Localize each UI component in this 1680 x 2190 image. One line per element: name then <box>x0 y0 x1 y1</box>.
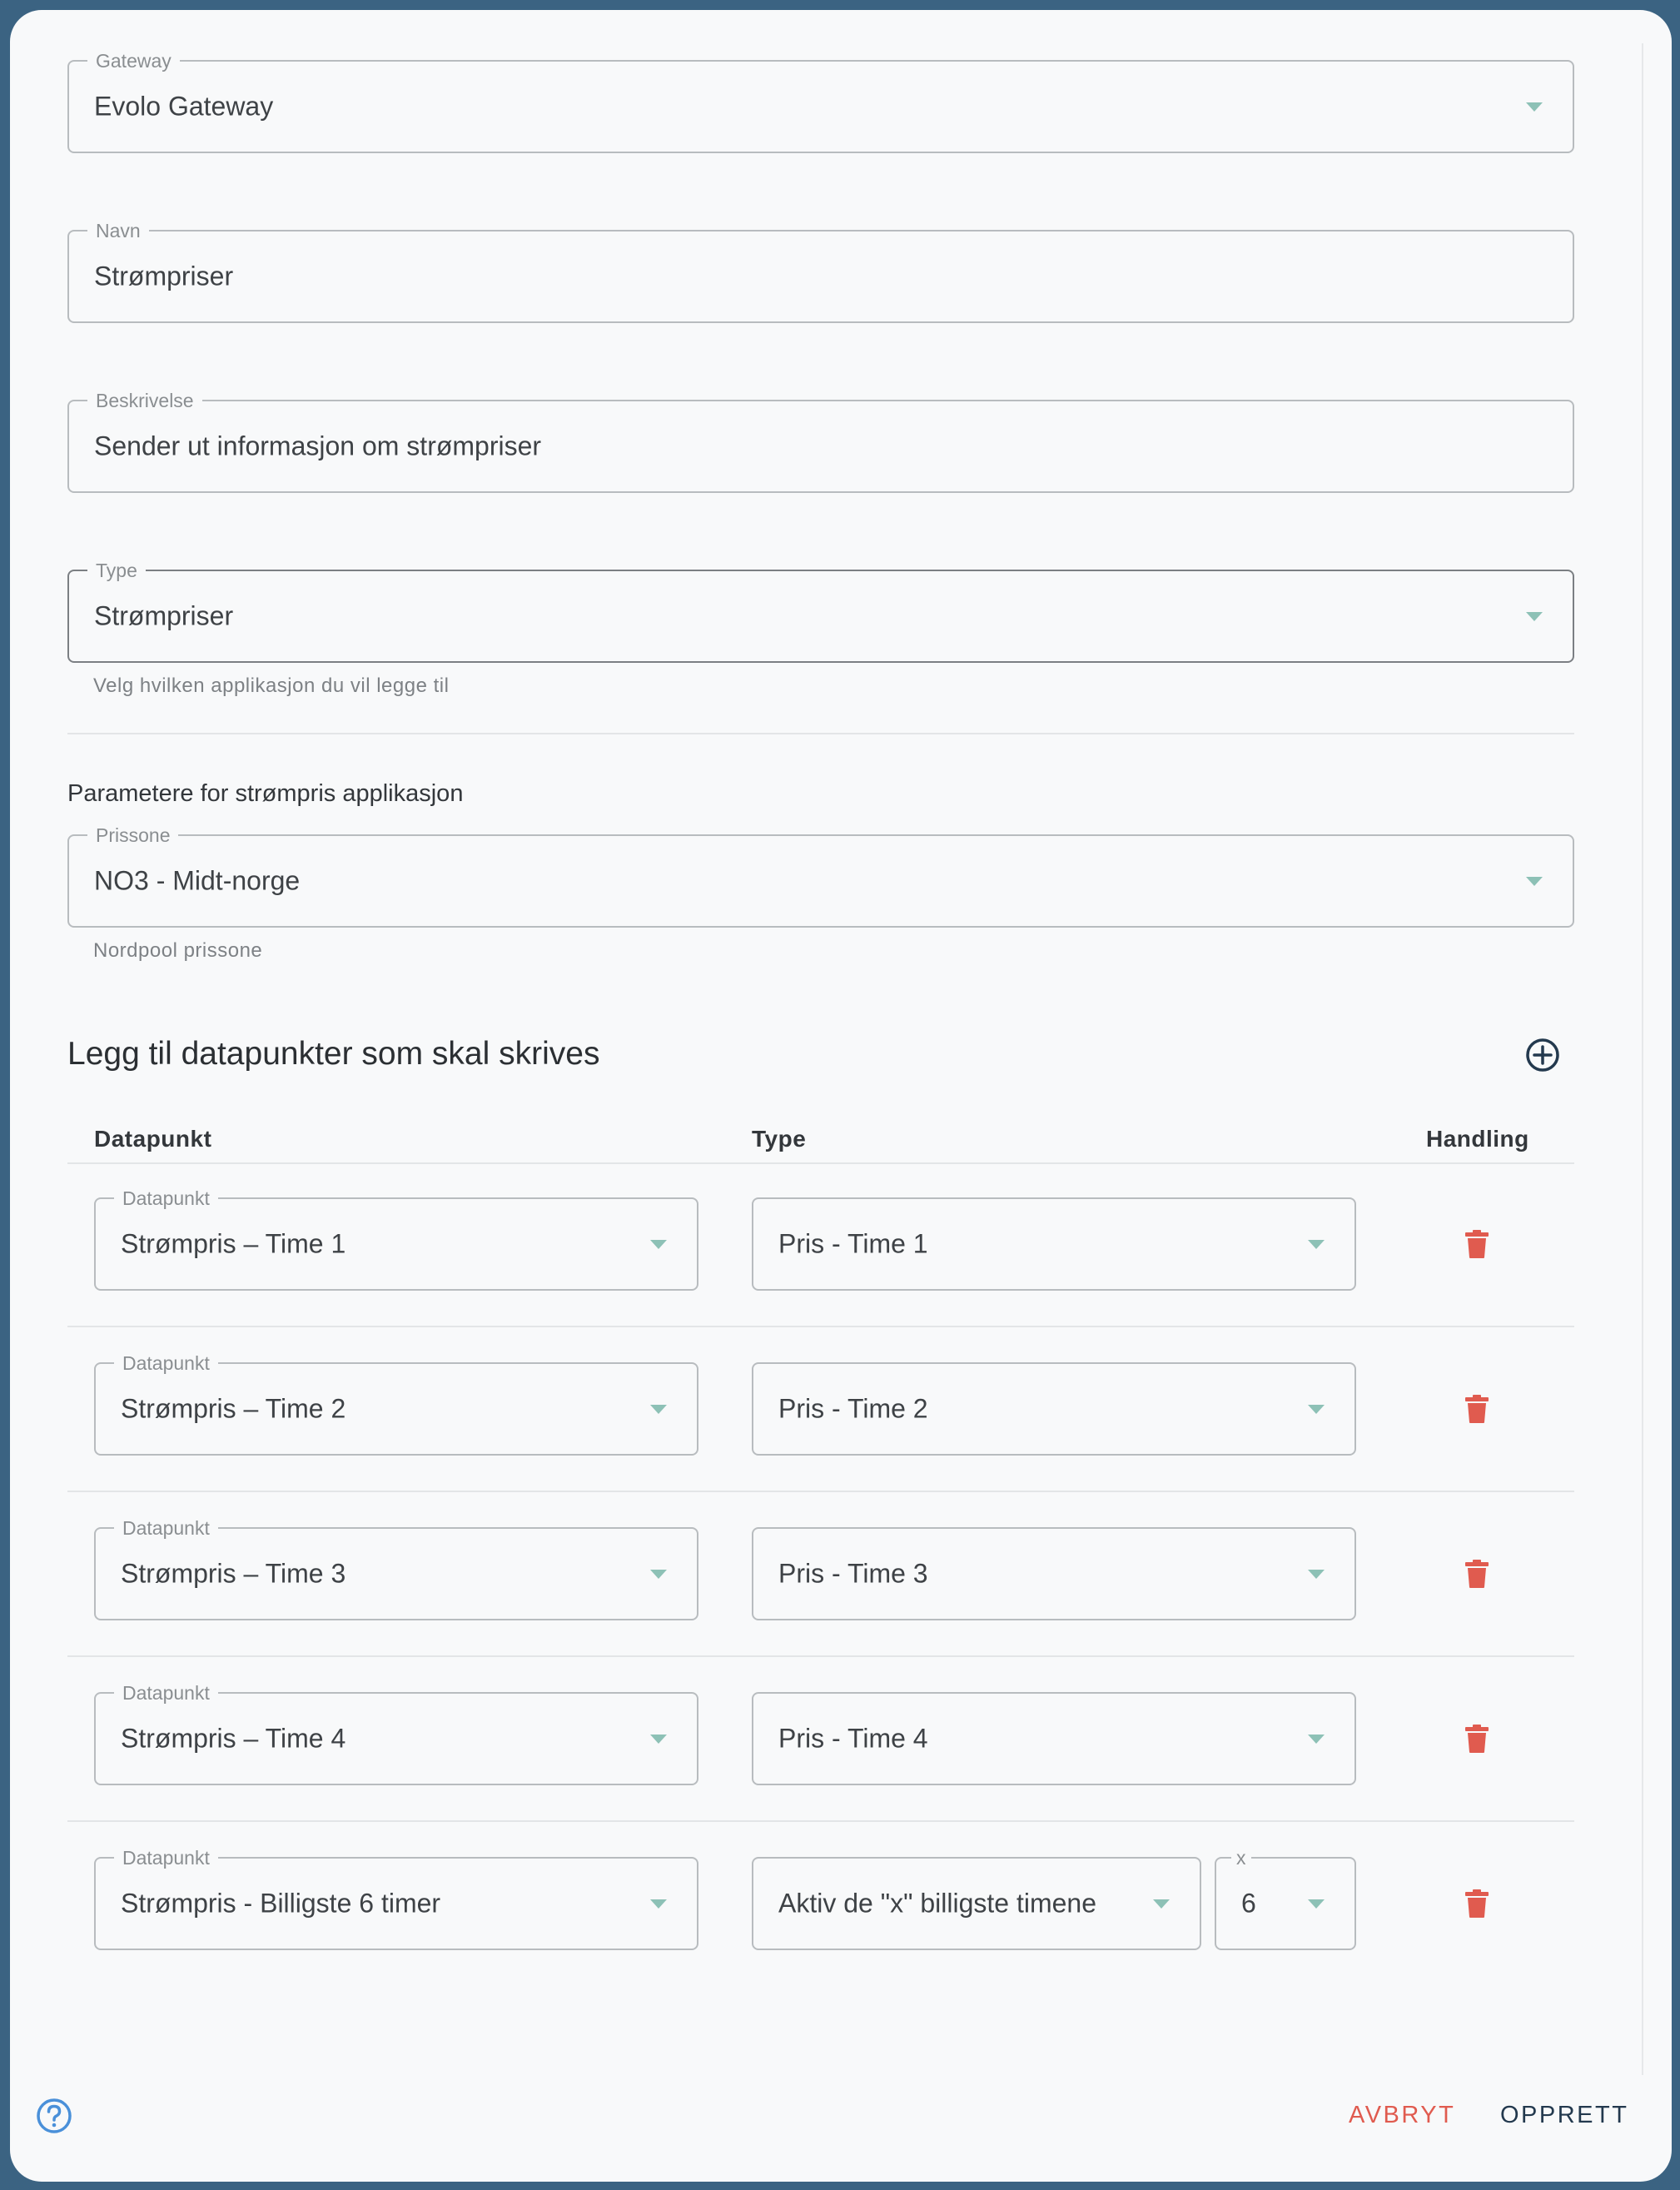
datapoint-label: Datapunkt <box>114 1352 218 1374</box>
datapoints-heading: Legg til datapunkter som skal skrives <box>67 1036 600 1072</box>
type-select[interactable] <box>752 1527 1356 1620</box>
chevron-down-icon <box>1526 612 1543 621</box>
chevron-down-icon <box>650 1405 667 1414</box>
datapoint-label: Datapunkt <box>114 1187 218 1209</box>
trash-icon <box>1464 1724 1489 1754</box>
type-label: Type <box>87 560 146 581</box>
name-field[interactable] <box>67 220 1574 323</box>
chevron-down-icon <box>1308 1405 1325 1414</box>
datapoint-select[interactable] <box>94 1847 698 1950</box>
scroll-track[interactable] <box>1642 43 1643 2075</box>
row-divider <box>67 1491 1574 1492</box>
price-zone-value: NO3 - Midt-norge <box>94 865 301 896</box>
column-header-action: Handling <box>1426 1126 1529 1152</box>
datapoint-select[interactable] <box>94 1352 698 1456</box>
create-button[interactable]: OPPRETT <box>1500 2102 1629 2128</box>
trash-icon <box>1464 1229 1489 1259</box>
x-count-label: x <box>1231 1847 1251 1869</box>
type-select[interactable] <box>752 1857 1201 1950</box>
chevron-down-icon <box>650 1735 667 1744</box>
delete-button[interactable] <box>1459 1555 1495 1592</box>
datapoint-value: Strømpris – Time 4 <box>121 1723 346 1754</box>
type-value: Pris - Time 3 <box>778 1558 928 1589</box>
description-label: Beskrivelse <box>87 390 202 411</box>
gateway-label: Gateway <box>87 50 180 72</box>
column-header-type: Type <box>752 1126 807 1152</box>
type-helper-text: Velg hvilken applikasjon du vil legge til <box>93 674 450 697</box>
datapoint-select[interactable] <box>94 1517 698 1620</box>
type-select[interactable] <box>752 1362 1356 1456</box>
datapoint-select[interactable] <box>94 1187 698 1291</box>
type-select[interactable] <box>67 560 1574 663</box>
row-divider <box>67 1326 1574 1327</box>
type-select[interactable] <box>752 1197 1356 1291</box>
row-divider <box>67 1820 1574 1822</box>
chevron-down-icon <box>1308 1240 1325 1249</box>
datapoint-value: Strømpris - Billigste 6 timer <box>121 1888 441 1919</box>
gateway-select[interactable] <box>67 50 1574 153</box>
type-value: Strømpriser <box>94 600 234 631</box>
datapoint-value: Strømpris – Time 1 <box>121 1228 346 1259</box>
dialog <box>10 10 1672 2182</box>
trash-icon <box>1464 1889 1489 1919</box>
x-count-value: 6 <box>1241 1888 1256 1919</box>
chevron-down-icon <box>650 1570 667 1579</box>
type-value: Pris - Time 4 <box>778 1723 928 1754</box>
cancel-button[interactable]: AVBRYT <box>1349 2102 1456 2128</box>
add-circle-outline-icon <box>1525 1038 1560 1073</box>
chevron-down-icon <box>1308 1570 1325 1579</box>
name-label: Navn <box>87 220 149 241</box>
params-title: Parametere for strømpris applikasjon <box>67 780 464 807</box>
chevron-down-icon <box>650 1240 667 1249</box>
chevron-down-icon <box>1526 102 1543 112</box>
datapoint-label: Datapunkt <box>114 1517 218 1539</box>
price-zone-label: Prissone <box>87 824 178 846</box>
chevron-down-icon <box>1308 1899 1325 1909</box>
chevron-down-icon <box>650 1899 667 1909</box>
price-zone-helper-text: Nordpool prissone <box>93 939 263 962</box>
delete-button[interactable] <box>1459 1391 1495 1427</box>
datapoint-value: Strømpris – Time 3 <box>121 1558 346 1589</box>
section-divider <box>67 733 1574 734</box>
description-field[interactable] <box>67 390 1574 493</box>
datapoint-value: Strømpris – Time 2 <box>121 1393 346 1424</box>
table-header-divider <box>67 1162 1574 1164</box>
column-header-datapoint: Datapunkt <box>94 1126 212 1152</box>
delete-button[interactable] <box>1459 1720 1495 1757</box>
trash-icon <box>1464 1394 1489 1424</box>
chevron-down-icon <box>1153 1899 1170 1909</box>
datapoint-label: Datapunkt <box>114 1682 218 1704</box>
type-value: Pris - Time 1 <box>778 1228 928 1259</box>
datapoint-select[interactable] <box>94 1682 698 1785</box>
chevron-down-icon <box>1308 1735 1325 1744</box>
help-circle-icon <box>36 2098 72 2134</box>
gateway-value: Evolo Gateway <box>94 91 274 122</box>
help-button[interactable] <box>35 2097 73 2135</box>
type-select[interactable] <box>752 1692 1356 1785</box>
row-divider <box>67 1655 1574 1657</box>
type-value: Pris - Time 2 <box>778 1393 928 1424</box>
datapoint-label: Datapunkt <box>114 1847 218 1869</box>
delete-button[interactable] <box>1459 1226 1495 1262</box>
delete-button[interactable] <box>1459 1885 1495 1922</box>
chevron-down-icon <box>1526 877 1543 886</box>
type-value: Aktiv de "x" billigste timene <box>778 1888 1096 1919</box>
x-count-select[interactable] <box>1215 1847 1356 1950</box>
description-value: Sender ut informasjon om strømpriser <box>94 431 542 461</box>
add-datapoint-button[interactable] <box>1525 1038 1560 1073</box>
trash-icon <box>1464 1559 1489 1589</box>
name-value: Strømpriser <box>94 261 234 291</box>
price-zone-select[interactable] <box>67 824 1574 928</box>
